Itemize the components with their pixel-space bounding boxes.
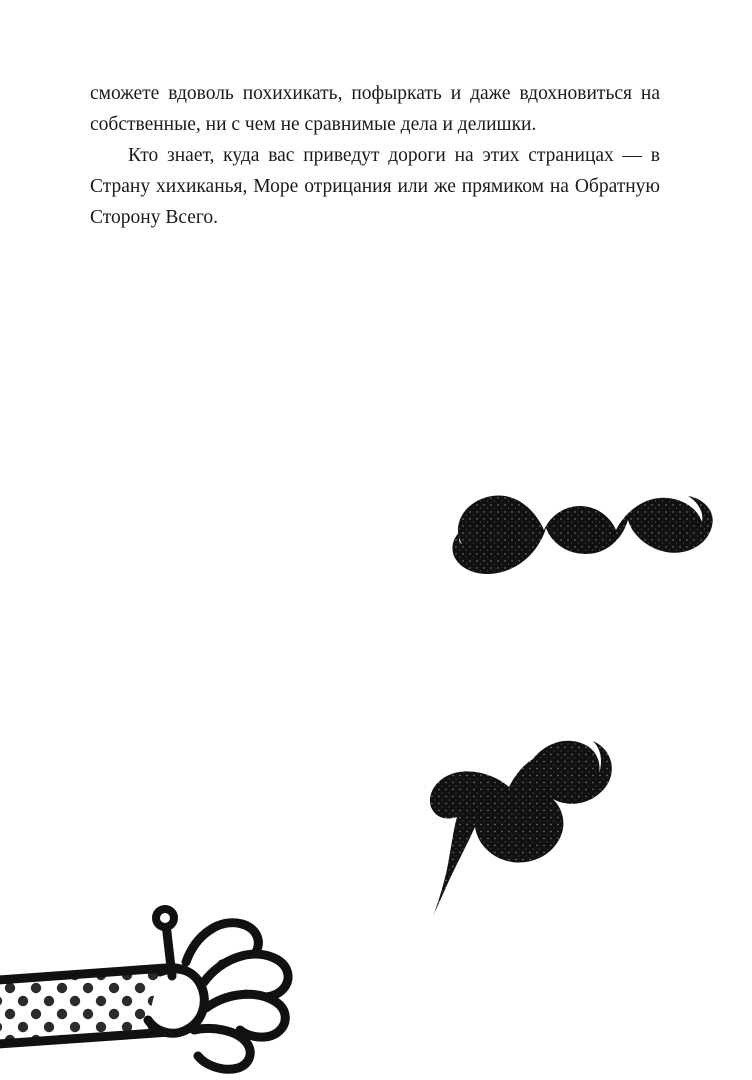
paragraph-2: Кто знает, куда вас приведут дороги на этих страницах — в Страну хихиканья, Море отрицания или же прямиком на Обратную Сторону Всего.: [90, 145, 660, 228]
mustache-lower-icon: [415, 725, 645, 945]
page-text-block: [90, 78, 660, 233]
mustache-upper-icon: [440, 482, 720, 612]
arm-figure-icon: [0, 890, 340, 1080]
paragraph-1: сможете вдоволь похихикать, пофыркать и даже вдохновиться на собственные, ни с чем не сравнимые дела и делишки.: [90, 83, 660, 135]
